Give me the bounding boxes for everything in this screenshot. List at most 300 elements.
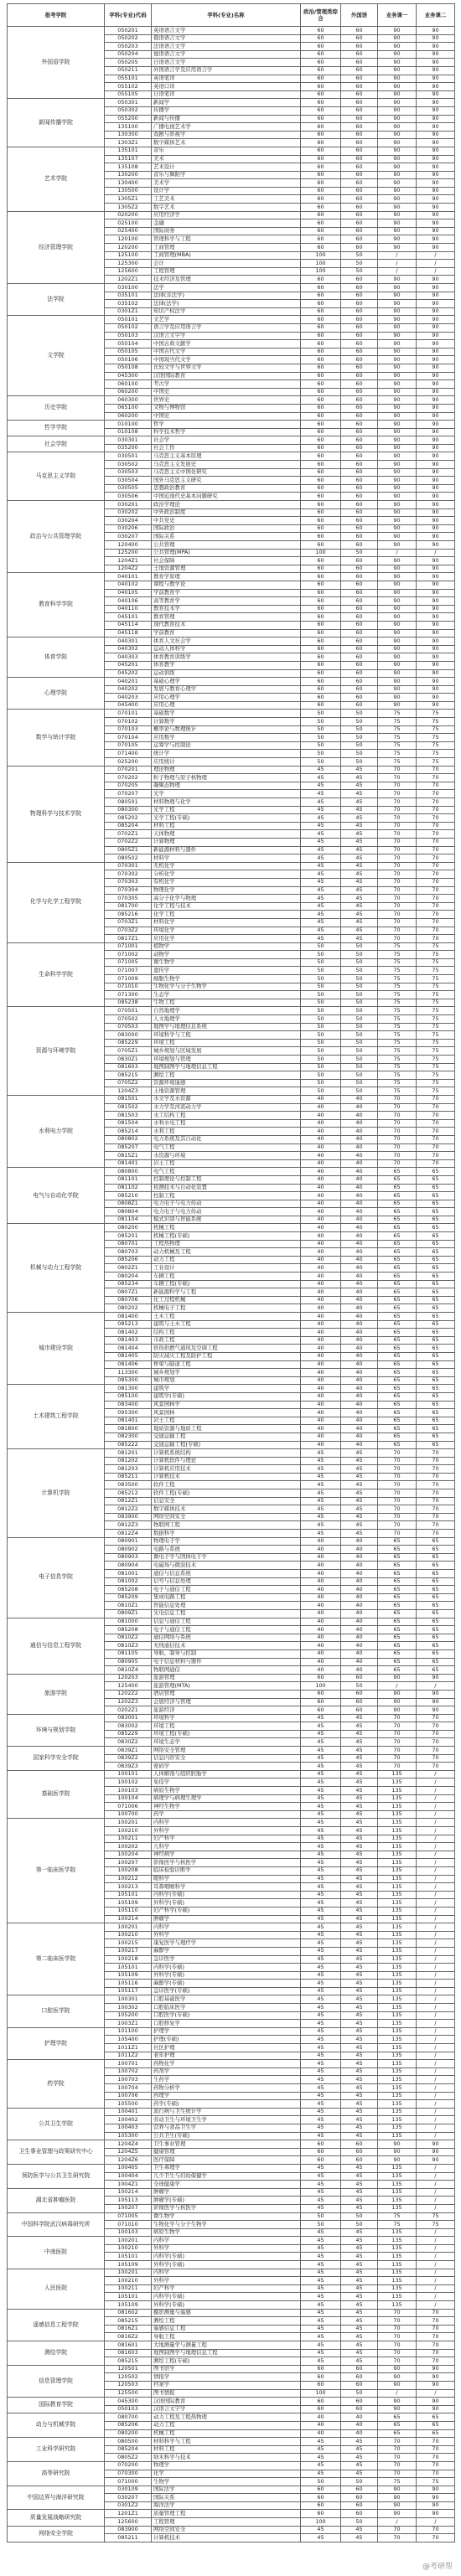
major-cell: 模式识别与智能系统 [152,1216,301,1224]
table-row [8,2188,455,2197]
major-cell: 中国史 [152,388,301,396]
politics-score-cell: 45 [301,2092,341,2100]
foreign-language-score-cell: 45 [341,2060,378,2068]
subject-2-score-cell: 75 [417,1079,455,1087]
code-cell: 081401 [105,1417,152,1425]
table-row [8,1714,455,1722]
subject-1-score-cell: 135 [378,2052,417,2060]
major-cell: 图书情报 [152,2389,301,2398]
politics-score-cell: 45 [301,2108,341,2116]
subject-2-score-cell: 70 [417,878,455,886]
subject-2-score-cell: 90 [417,131,455,139]
subject-2-score-cell: / [417,1939,455,1948]
code-cell: 030503 [105,468,152,477]
major-cell: 检测技术与自动化装置 [152,1184,301,1192]
foreign-language-score-cell: 40 [341,1360,378,1369]
politics-score-cell: 40 [301,1642,341,1650]
politics-score-cell: 60 [301,685,341,694]
code-cell: 070303 [105,878,152,886]
code-cell: 100704 [105,2084,152,2093]
politics-score-cell: 45 [301,2197,341,2205]
college-cell: 社会学院 [8,436,105,452]
subject-2-score-cell: 90 [417,2398,455,2406]
subject-1-score-cell: 75 [378,2212,417,2221]
major-cell: 细胞生物学 [152,975,301,983]
major-cell: 知识产权法学 [152,307,301,316]
major-cell: 生药学 [152,2076,301,2084]
foreign-language-score-cell: 60 [341,404,378,412]
code-cell: 070502 [105,1015,152,1024]
politics-score-cell: 50 [301,718,341,726]
foreign-language-score-cell: 45 [341,1505,378,1514]
subject-2-score-cell: / [417,2204,455,2212]
code-cell: 070104 [105,734,152,742]
politics-score-cell: 50 [301,983,341,991]
foreign-language-score-cell: 60 [341,581,378,589]
subject-2-score-cell: 90 [417,629,455,638]
foreign-language-score-cell: 40 [341,1586,378,1594]
code-cell: 085212 [105,1489,152,1498]
politics-score-cell: 50 [301,1087,341,1096]
subject-1-score-cell: / [378,2518,417,2527]
subject-2-score-cell: 90 [417,444,455,452]
table-row [8,2140,455,2149]
code-cell: 010100 [105,421,152,429]
code-cell: 050101 [105,316,152,324]
politics-score-cell: 60 [301,1706,341,1715]
foreign-language-score-cell: 40 [341,1256,378,1264]
subject-2-score-cell: / [417,2293,455,2301]
major-cell: 材料工程 [152,2445,301,2454]
major-cell: 妇产科学(专硕) [152,1907,301,1915]
subject-2-score-cell: 90 [417,340,455,348]
table-row [8,2486,455,2494]
code-cell: 125500 [105,2389,152,2398]
major-cell: 临床检验诊断学 [152,1866,301,1875]
subject-2-score-cell: / [417,2181,455,2189]
subject-2-score-cell: 70 [417,2325,455,2333]
subject-1-score-cell: 70 [378,902,417,911]
major-cell: 城乡规划学 [152,1369,301,1377]
foreign-language-score-cell: 40 [341,1280,378,1288]
code-cell: 100403 [105,2124,152,2132]
major-cell: 外科学(专硕) [152,1971,301,1980]
code-cell: 100405 [105,2164,152,2172]
politics-score-cell: 60 [301,638,341,646]
politics-score-cell: 40 [301,1360,341,1369]
table-row [8,1674,455,1682]
code-cell: 1201Z1 [105,2510,152,2518]
code-cell: 100210 [105,1931,152,1939]
code-cell: 081601 [105,2341,152,2350]
header-code: 学科(专业)代码 [105,4,152,27]
table-row [8,1385,455,1393]
foreign-language-score-cell: 45 [341,1714,378,1722]
table-row [8,862,455,870]
major-cell: 生物工程 [152,999,301,1007]
subject-1-score-cell: 70 [378,2341,417,2350]
subject-1-score-cell: 90 [378,356,417,364]
foreign-language-score-cell: 40 [341,1152,378,1160]
code-cell: 0812Z1 [105,1497,152,1505]
politics-score-cell: 60 [301,106,341,115]
foreign-language-score-cell: 50 [341,1023,378,1031]
subject-1-score-cell: 90 [378,34,417,43]
subject-1-score-cell: 135 [378,2293,417,2301]
major-cell: 计算机系统结构 [152,1449,301,1458]
subject-1-score-cell: 65 [378,2429,417,2438]
code-cell: 050102 [105,323,152,332]
subject-1-score-cell: 90 [378,468,417,477]
major-cell: 图书馆学 [152,2365,301,2373]
major-cell: 中外政治制度 [152,508,301,517]
code-cell: 0839Z3 [105,1763,152,1771]
subject-1-score-cell: 70 [378,927,417,935]
foreign-language-score-cell: 45 [341,1794,378,1803]
politics-score-cell: 45 [301,2132,341,2140]
score-table-sheet [7,3,454,2542]
foreign-language-score-cell: 45 [341,1738,378,1747]
college-cell: 哲学学院 [8,421,105,436]
foreign-language-score-cell: 45 [341,2309,378,2317]
subject-1-score-cell: 65 [378,1642,417,1650]
foreign-language-score-cell: 60 [341,348,378,356]
foreign-language-score-cell: 45 [341,2277,378,2285]
foreign-language-score-cell: 45 [341,2461,378,2470]
code-cell: 030206 [105,524,152,533]
politics-score-cell: 40 [301,1634,341,1642]
subject-2-score-cell: 65 [417,1537,455,1546]
subject-2-score-cell: 90 [417,533,455,541]
major-cell: 质量管理工程 [152,2510,301,2518]
subject-2-score-cell: 65 [417,1336,455,1345]
subject-2-score-cell: 75 [417,741,455,750]
subject-2-score-cell: 75 [417,1007,455,1015]
foreign-language-score-cell: 45 [341,2284,378,2293]
table-row [8,501,455,509]
subject-2-score-cell: 70 [417,911,455,919]
major-cell: 国际关系 [152,2494,301,2502]
politics-score-cell: 45 [301,1747,341,1755]
code-cell: 071002 [105,951,152,959]
code-cell: 080700 [105,2413,152,2422]
foreign-language-score-cell: 40 [341,1175,378,1184]
subject-2-score-cell: 65 [417,1593,455,1602]
subject-2-score-cell: 75 [417,951,455,959]
foreign-language-score-cell: 45 [341,1980,378,1988]
subject-1-score-cell: 70 [378,1530,417,1538]
major-cell: 土地资源管理 [152,1087,301,1096]
politics-score-cell: 60 [301,83,341,91]
major-cell: 人文地理学 [152,1015,301,1024]
subject-2-score-cell: / [417,1827,455,1835]
foreign-language-score-cell: 60 [341,621,378,629]
subject-2-score-cell: 75 [417,2478,455,2486]
foreign-language-score-cell: 45 [341,1866,378,1875]
foreign-language-score-cell: 40 [341,1184,378,1192]
subject-1-score-cell: 70 [378,1521,417,1530]
subject-2-score-cell: 90 [417,284,455,292]
politics-score-cell: 60 [301,444,341,452]
score-table [7,3,455,2542]
politics-score-cell: 60 [301,43,341,51]
subject-2-score-cell: 90 [417,501,455,509]
foreign-language-score-cell: 60 [341,517,378,525]
foreign-language-score-cell: 40 [341,1392,378,1401]
foreign-language-score-cell: 40 [341,1649,378,1658]
foreign-language-score-cell: 45 [341,1722,378,1731]
foreign-language-score-cell: 60 [341,155,378,163]
subject-2-score-cell: 90 [417,348,455,356]
subject-2-score-cell: 70 [417,2470,455,2478]
subject-1-score-cell: 135 [378,1891,417,1899]
code-cell: 070301 [105,862,152,870]
subject-2-score-cell: 70 [417,854,455,863]
code-cell: 071300 [105,991,152,999]
subject-2-score-cell: 70 [417,1505,455,1514]
subject-1-score-cell: 135 [378,1995,417,2004]
politics-score-cell: 40 [301,1401,341,1409]
foreign-language-score-cell: 60 [341,340,378,348]
subject-2-score-cell: / [417,2244,455,2253]
politics-score-cell: 45 [301,2172,341,2181]
politics-score-cell: 60 [301,524,341,533]
code-cell: 105200 [105,2011,152,2020]
major-cell: 微电子学与固体电子学 [152,1553,301,1562]
politics-score-cell: 50 [301,734,341,742]
foreign-language-score-cell: 40 [341,1553,378,1562]
major-cell: 肿瘤学(专硕) [152,2197,301,2205]
major-cell: 急诊医学(专硕) [152,1987,301,1995]
politics-score-cell: 60 [301,477,341,485]
subject-1-score-cell: 75 [378,942,417,951]
code-cell: 1011Z1 [105,2044,152,2052]
subject-1-score-cell: 70 [378,1489,417,1498]
code-cell: 1004Z1 [105,2181,152,2189]
politics-score-cell: 60 [301,364,341,372]
subject-1-score-cell: 135 [378,2204,417,2212]
major-cell: 水工结构工程 [152,1112,301,1120]
foreign-language-score-cell: 60 [341,565,378,573]
foreign-language-score-cell: 60 [341,195,378,204]
major-cell: 新闻与传播 [152,115,301,123]
subject-2-score-cell: 90 [417,517,455,525]
foreign-language-score-cell: 60 [341,436,378,445]
foreign-language-score-cell: 45 [341,902,378,911]
foreign-language-score-cell: 60 [341,83,378,91]
politics-score-cell: 40 [301,1425,341,1433]
politics-score-cell: 60 [301,2140,341,2149]
subject-1-score-cell: 65 [378,1425,417,1433]
politics-score-cell: 45 [301,1763,341,1771]
foreign-language-score-cell: 50 [341,1079,378,1087]
subject-2-score-cell: 90 [417,412,455,421]
subject-2-score-cell: 70 [417,862,455,870]
subject-1-score-cell: 90 [378,653,417,662]
subject-2-score-cell: 65 [417,1618,455,1626]
code-cell: 030109 [105,2486,152,2494]
foreign-language-score-cell: 50 [341,991,378,999]
code-cell: 030506 [105,493,152,501]
college-cell: 体育学院 [8,638,105,678]
major-cell: 计算机技术 [152,2534,301,2542]
politics-score-cell: 50 [301,1039,341,1047]
subject-2-score-cell: 70 [417,846,455,854]
code-cell: 083002 [105,1722,152,1731]
foreign-language-score-cell: 45 [341,838,378,846]
subject-1-score-cell: 135 [378,1787,417,1795]
code-cell: 085100 [105,1392,152,1401]
subject-1-score-cell: 135 [378,1899,417,1907]
subject-1-score-cell: 70 [378,1465,417,1474]
politics-score-cell: 45 [301,935,341,943]
major-cell: 信息内容安全 [152,1754,301,1763]
code-cell: 081201 [105,1449,152,1458]
subject-1-score-cell: 90 [378,477,417,485]
politics-score-cell: 60 [301,179,341,188]
subject-2-score-cell: 75 [417,975,455,983]
foreign-language-score-cell: 40 [341,1425,378,1433]
code-cell: 081401 [105,1159,152,1168]
major-cell: 中共党史 [152,517,301,525]
major-cell: 教育技术学 [152,605,301,613]
foreign-language-score-cell: 45 [341,2470,378,2478]
foreign-language-score-cell: 60 [341,59,378,67]
code-cell: 025200 [105,758,152,767]
major-cell: 机械电子工程 [152,1304,301,1313]
code-cell: 040301 [105,638,152,646]
code-cell: 100212 [105,1875,152,1883]
major-cell: 智能信息处理 [152,1602,301,1610]
subject-1-score-cell: 90 [378,2140,417,2149]
subject-2-score-cell: 70 [417,1119,455,1128]
foreign-language-score-cell: 60 [341,678,378,686]
politics-score-cell: 60 [301,421,341,429]
major-cell: 药学 [152,1810,301,1819]
foreign-language-score-cell: 45 [341,2341,378,2350]
code-cell: 070201 [105,766,152,774]
code-cell: 035102 [105,300,152,308]
major-cell: 法语语言文学 [152,43,301,51]
foreign-language-score-cell: 60 [341,43,378,51]
subject-1-score-cell: 135 [378,1851,417,1859]
politics-score-cell: 45 [301,822,341,830]
college-cell: 法学院 [8,284,105,316]
code-cell: 055101 [105,75,152,83]
subject-2-score-cell: 90 [417,75,455,83]
foreign-language-score-cell: 60 [341,163,378,172]
table-row [8,2212,455,2221]
politics-score-cell: 60 [301,605,341,613]
subject-1-score-cell: 65 [378,1649,417,1658]
politics-score-cell: 40 [301,1135,341,1143]
subject-2-score-cell: 65 [417,1168,455,1176]
subject-2-score-cell: 90 [417,219,455,228]
subject-1-score-cell: 70 [378,1152,417,1160]
subject-1-score-cell: 135 [378,2100,417,2109]
code-cell: 0812Z2 [105,1505,152,1514]
politics-score-cell: 40 [301,1304,341,1313]
table-row [8,1095,455,1103]
subject-2-score-cell: / [417,1915,455,1923]
code-cell: 085206 [105,1256,152,1264]
subject-1-score-cell: 135 [378,1827,417,1835]
major-cell: 微生物学 [152,958,301,967]
politics-score-cell: 40 [301,1208,341,1216]
foreign-language-score-cell: 50 [341,1031,378,1040]
politics-score-cell: 45 [301,2237,341,2245]
subject-2-score-cell: 90 [417,50,455,59]
code-cell: 083001 [105,1714,152,1722]
politics-score-cell: 45 [301,2333,341,2341]
code-cell: 0809Z1 [105,1609,152,1618]
foreign-language-score-cell: 60 [341,2405,378,2413]
code-cell: 0301Z1 [105,307,152,316]
subject-2-score-cell: / [417,2052,455,2060]
foreign-language-score-cell: 40 [341,1248,378,1257]
major-cell: 病原生物学 [152,2228,301,2237]
foreign-language-score-cell: 45 [341,1497,378,1505]
subject-1-score-cell: 90 [378,421,417,429]
college-cell: 电子信息学院 [8,1537,105,1618]
code-cell: 080701 [105,1240,152,1248]
foreign-language-score-cell: 40 [341,1570,378,1578]
foreign-language-score-cell: 45 [341,2197,378,2205]
subject-2-score-cell: 65 [417,1626,455,1634]
foreign-language-score-cell: 50 [341,1047,378,1056]
foreign-language-score-cell: 45 [341,2020,378,2028]
subject-2-score-cell: 90 [417,1698,455,1706]
foreign-language-score-cell: 40 [341,1593,378,1602]
subject-2-score-cell: / [417,2076,455,2084]
code-cell: 085213 [105,1320,152,1329]
politics-score-cell: 60 [301,300,341,308]
foreign-language-score-cell: 45 [341,814,378,823]
table-row [8,2461,455,2470]
politics-score-cell: 40 [301,1103,341,1112]
major-cell: 电子与通信工程 [152,1626,301,1634]
subject-1-score-cell: / [378,2389,417,2398]
foreign-language-score-cell: 60 [341,2156,378,2165]
major-cell: 环境生态学 [152,1738,301,1747]
subject-2-score-cell: 70 [417,935,455,943]
politics-score-cell: 60 [301,396,341,405]
foreign-language-score-cell: 50 [341,267,378,276]
politics-score-cell: 40 [301,1649,341,1658]
subject-2-score-cell: 90 [417,316,455,324]
major-cell: 软件工程 [152,1481,301,1489]
foreign-language-score-cell: 45 [341,2325,378,2333]
foreign-language-score-cell: 45 [341,1810,378,1819]
politics-score-cell: 45 [301,854,341,863]
subject-2-score-cell: / [417,1987,455,1995]
subject-1-score-cell: 75 [378,983,417,991]
header-major: 学科(专业)名称 [152,4,301,27]
code-cell: 101100 [105,2027,152,2036]
subject-1-score-cell: 90 [378,284,417,292]
foreign-language-score-cell: 40 [341,1135,378,1143]
subject-2-score-cell: 90 [417,589,455,597]
foreign-language-score-cell: 45 [341,1787,378,1795]
subject-1-score-cell: 135 [378,1980,417,1988]
politics-score-cell: 60 [301,115,341,123]
subject-1-score-cell: 90 [378,171,417,179]
politics-score-cell: 60 [301,461,341,469]
subject-2-score-cell: 65 [417,1296,455,1304]
subject-1-score-cell: 70 [378,1763,417,1771]
subject-1-score-cell: 135 [378,2253,417,2261]
major-cell: 公共管理 [152,541,301,550]
